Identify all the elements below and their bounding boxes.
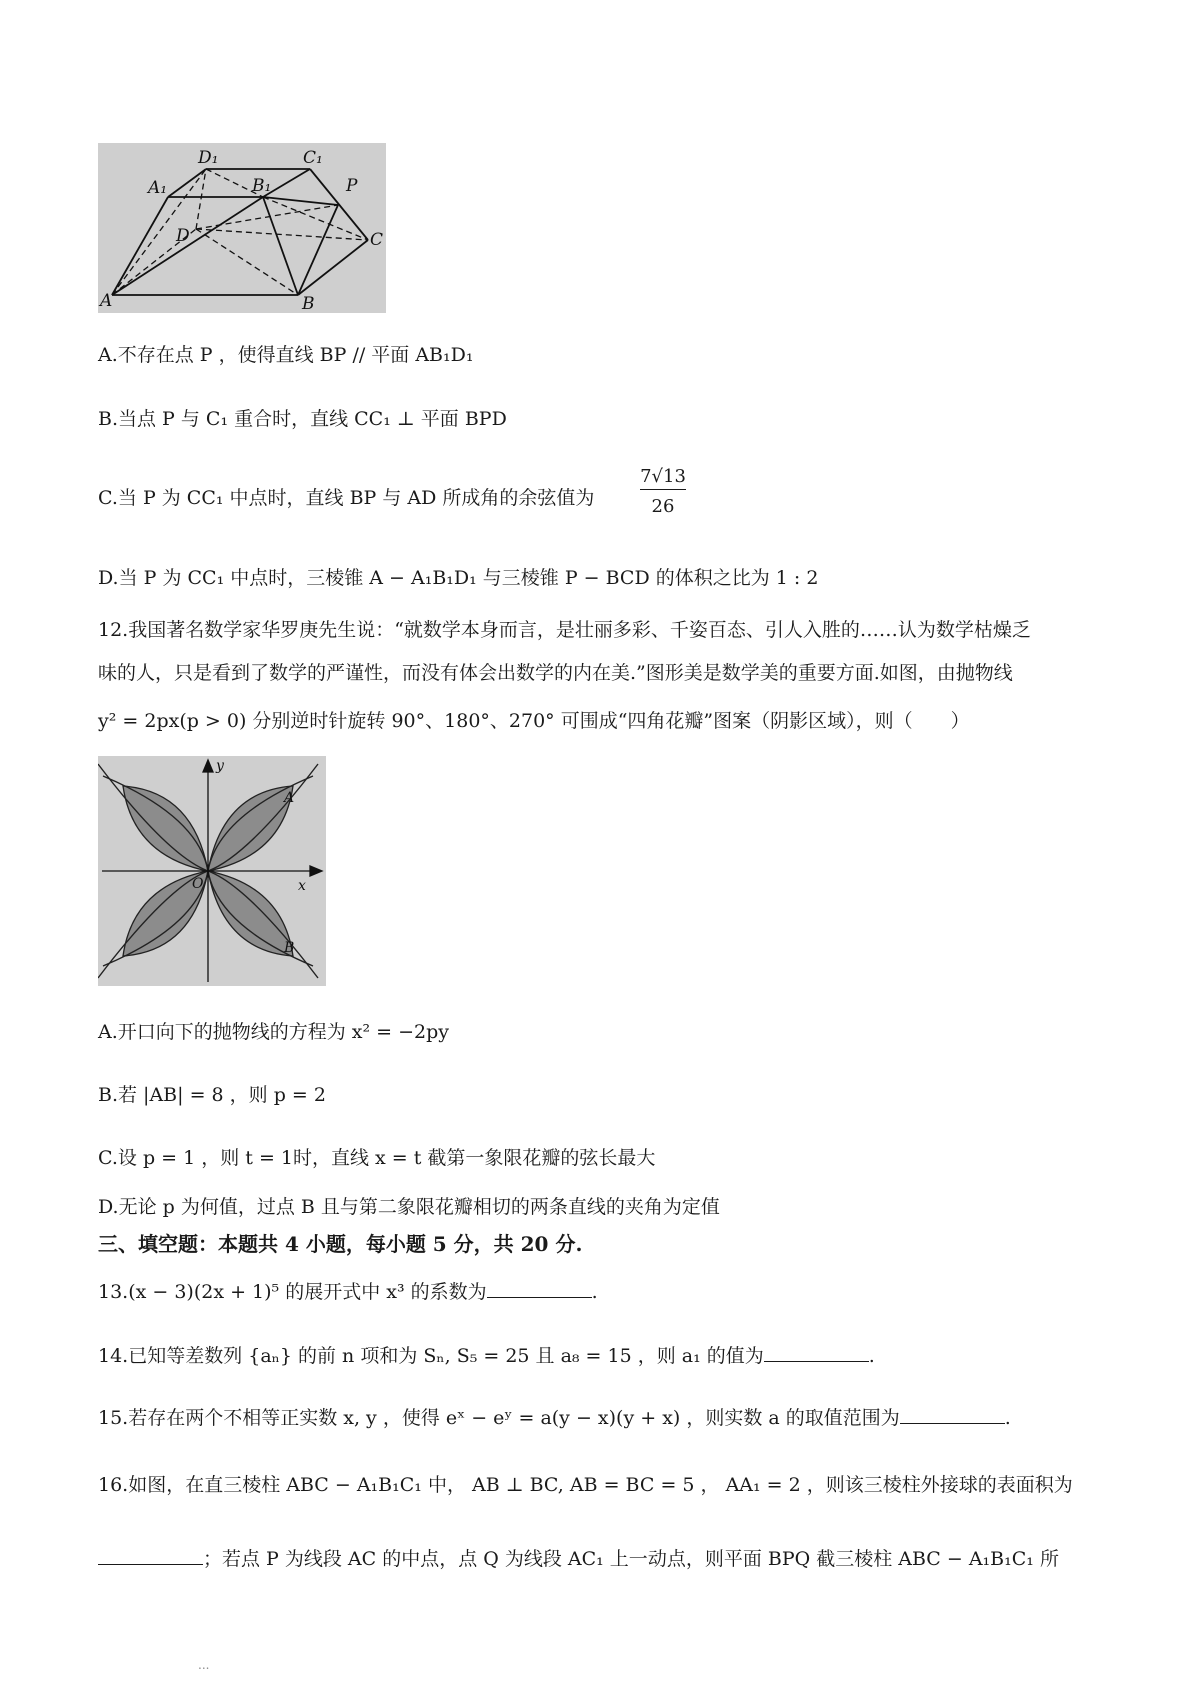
axis-label-x: x [298,878,306,894]
q15-end: . [1004,1407,1011,1429]
fraction-numerator: 7√13 [640,466,686,490]
label-D1: D₁ [198,148,219,168]
label-P: P [346,176,358,196]
q15-text: 15.若存在两个不相等正实数 x, y ，使得 eˣ − eʸ = a(y − x)(y + x) ，则实数 a 的取值范围为 [98,1407,900,1429]
label-A1: A₁ [148,178,168,198]
petal-q2 [123,786,208,871]
label-C1: C₁ [303,148,323,168]
q14 [98,1343,875,1369]
label-A: A [100,291,113,311]
axis-label-y: y [216,758,224,774]
label-B1: B₁ [252,176,272,196]
q13 [98,1279,598,1305]
petal-q4 [208,871,293,956]
section-3-heading: 三、填空题：本题共 4 小题，每小题 5 分，共 20 分. [98,1232,583,1256]
q14-text: 14.已知等差数列 {aₙ} 的前 n 项和为 Sₙ, S₅ = 25 且 a₈ = 15 ，则 a₁ 的值为 [98,1345,764,1367]
q14-end: . [868,1345,875,1367]
q13-answer-blank[interactable] [487,1279,592,1298]
fraction-denominator: 26 [651,496,675,517]
prism-diagram [98,143,386,313]
prism-figure [98,143,386,313]
q16-line-2 [98,1546,1059,1572]
q11-option-d: D.当 P 为 CC₁ 中点时，三棱锥 A − A₁B₁D₁ 与三棱锥 P − BCD 的体积之比为 1 : 2 [98,567,819,589]
q11-option-c: C.当 P 为 CC₁ 中点时，直线 BP 与 AD 所成角的余弦值为 [98,487,595,509]
q12-option-b: B.若 |AB| = 8 ，则 p = 2 [98,1084,326,1106]
q16-answer-blank[interactable] [98,1546,203,1565]
q12-option-a: A.开口向下的抛物线的方程为 x² = −2py [98,1021,450,1043]
q16-line-1: 16.如图，在直三棱柱 ABC − A₁B₁C₁ 中， AB ⊥ BC, AB = BC = 5 ， AA₁ = 2 ，则该三棱柱外接球的表面积为 [98,1474,1073,1496]
petal-figure [98,756,326,986]
q12-line-1: 12.我国著名数学家华罗庚先生说：“就数学本身而言，是壮丽多彩、千姿百态、引人入胜的……认为数学枯燥乏 [98,619,1031,641]
q14-answer-blank[interactable] [764,1343,869,1362]
q13-text: 13.(x − 3)(2x + 1)⁵ 的展开式中 x³ 的系数为 [98,1281,487,1303]
label-D: D [176,226,190,246]
q12-option-c: C.设 p = 1 ，则 t = 1时，直线 x = t 截第一象限花瓣的弦长最大 [98,1147,656,1169]
q13-end: . [591,1281,598,1303]
q11-option-c-fraction [640,466,686,517]
q12-line-2: 味的人，只是看到了数学的严谨性，而没有体会出数学的内在美.”图形美是数学美的重要方面.如图，由抛物线 [98,662,1013,684]
q15 [98,1405,1011,1431]
point-label-a: A [284,790,295,806]
point-label-b: B [284,940,295,956]
q12-line-3: y² = 2px(p > 0) 分别逆时针旋转 90°、180°、270° 可围成“四角花瓣”图案（阴影区域），则（ ） [98,710,970,732]
origin-label-o: O [192,876,204,892]
petal-diagram [98,756,326,986]
footer-mark: ... [198,1658,210,1672]
label-B: B [302,294,315,313]
label-C: C [370,230,384,250]
q15-answer-blank[interactable] [900,1405,1005,1424]
q16-line-2-text: ；若点 P 为线段 AC 的中点，点 Q 为线段 AC₁ 上一动点，则平面 BPQ 截三棱柱 ABC − A₁B₁C₁ 所 [203,1548,1059,1570]
q11-option-b: B.当点 P 与 C₁ 重合时，直线 CC₁ ⊥ 平面 BPD [98,408,507,430]
q11-option-a: A.不存在点 P ，使得直线 BP // 平面 AB₁D₁ [98,344,474,366]
q12-option-d: D.无论 p 为何值，过点 B 且与第二象限花瓣相切的两条直线的夹角为定值 [98,1196,720,1218]
petal-q1 [208,786,293,871]
